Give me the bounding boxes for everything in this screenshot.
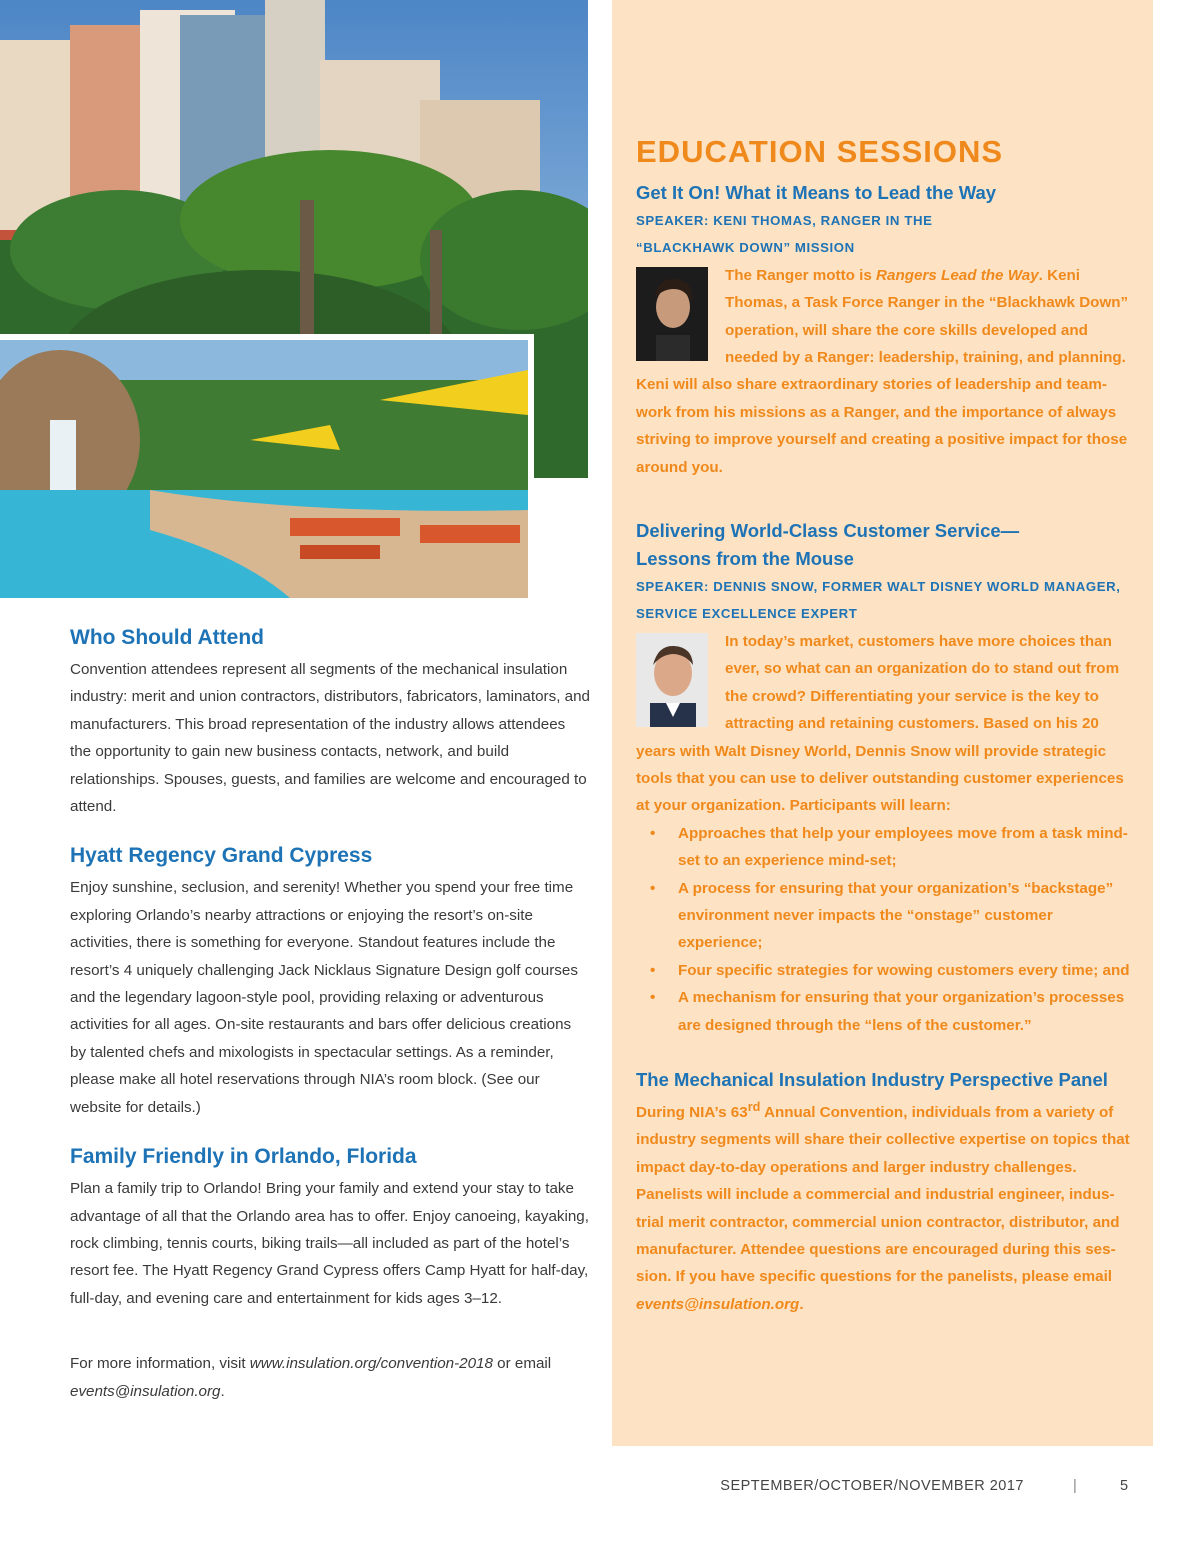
page-number: 5	[1120, 1478, 1129, 1494]
bullet-item	[636, 957, 1132, 984]
bullet-dot: •	[650, 824, 656, 842]
session3-body-prefix: During NIA’s 63	[636, 1104, 748, 1122]
session1-body-rest: . Keni Thomas, a Task Force Ranger in the “Blackhawk Down” operation, will share the core skills developed and needed by a Ranger: leadership, training, and planning. Keni will also share extraordinary stories of leadership and team-work from his missions as a Ranger, and the importance of always striving to improve yourself and creating a positive impact for those around you.	[636, 266, 1129, 476]
right-column	[636, 133, 1132, 1318]
session3-body-rest: Annual Convention, individuals from a variety of industry segments will share their collective expertise on topics that impact day-to-day operations and larger industry challenges. Panelists will include a commercial and industrial engineer, indus-trial merit contractor, commercial union contractor, distributor, and manufacturer. Attendee questions are encouraged during this ses-sion. If you have specific questions for the panelists, please email	[636, 1104, 1130, 1286]
email-link[interactable]: events@insulation.org	[70, 1382, 221, 1400]
left-column	[70, 624, 590, 1427]
session1-body-prefix: The Ranger motto is	[725, 266, 877, 284]
session2-speaker-line1: SPEAKER: DENNIS SNOW, FORMER WALT DISNEY WORLD MANAGER,	[636, 579, 1121, 595]
pool-photo	[0, 334, 534, 598]
session2-speaker-line2: SERVICE EXCELLENCE EXPERT	[636, 606, 858, 622]
panel-email-link[interactable]: events@insulation.org	[636, 1295, 800, 1313]
more-info-prefix: For more information, visit	[70, 1355, 250, 1373]
session3-body	[636, 1094, 1132, 1318]
session2-title-line2: Lessons from the Mouse	[636, 548, 854, 570]
who-should-attend-body: Convention attendees represent all segments of the mechanical insulation industry: merit and union contractors, distributors, fabricators, laminators, and manufacturers. This broad representation of the industry allows attendees the opportunity to gain new business contacts, network, and build relationships. Spouses, guests, and families are welcome and encouraged to attend.	[70, 661, 590, 816]
more-info-middle: or email	[492, 1355, 552, 1373]
section-title: EDUCATION SESSIONS	[636, 134, 1004, 169]
session3-title: The Mechanical Insulation Industry Perspective Panel	[636, 1068, 1108, 1090]
session1-body	[636, 262, 1132, 481]
ranger-motto: Rangers Lead the Way	[876, 266, 1039, 284]
issue-date: SEPTEMBER/OCTOBER/NOVEMBER 2017	[720, 1478, 1024, 1494]
hyatt-heading: Hyatt Regency Grand Cypress	[70, 844, 373, 868]
hyatt-body: Enjoy sunshine, seclusion, and serenity! Whether you spend your free time exploring Orlando’s nearby attractions or enjoying the resort’s on-site activities, there is something for everyone. Standout features include the resort’s 4 uniquely challenging Jack Nicklaus Signature Design golf courses and the legendary lagoon-style pool, providing relaxing or adventurous activities for all ages. On-site restaurants and bars offer delicious creations by talented chefs and mixologists in spectacular settings. As a reminder, please make all hotel reservations through NIA’s room block. (See our website for details.)	[70, 879, 578, 1116]
session1-title: Get It On! What it Means to Lead the Way	[636, 182, 997, 203]
family-heading: Family Friendly in Orlando, Florida	[70, 1145, 417, 1169]
bullet-text: A process for ensuring that your organization’s “backstage” environment never impacts the “onstage” customer experience;	[678, 879, 1114, 952]
session1-speaker-line1: SPEAKER: KENI THOMAS, RANGER IN THE	[636, 213, 933, 228]
bullet-text: A mechanism for ensuring that your organization’s processes are designed through the “lens of the customer.”	[678, 989, 1125, 1034]
session2-bullet-list	[636, 820, 1132, 1039]
page-footer	[0, 1478, 1200, 1502]
convention-link[interactable]: www.insulation.org/convention-2018	[249, 1355, 493, 1373]
family-body: Plan a family trip to Orlando! Bring your family and extend your stay to take advantage of all that the Orlando area has to offer. Enjoy canoeing, kayaking, rock climbing, tennis courts, biking trails—all included as part of the hotel’s resort fee. The Hyatt Regency Grand Cypress offers Camp Hyatt for half-day, full-day, and evening care and entertainment for kids ages 3–12.	[70, 1180, 589, 1307]
ordinal-superscript: rd	[747, 1099, 761, 1114]
bullet-text: Approaches that help your employees move from a task mind-set to an experience mind-set;	[678, 824, 1128, 870]
bullet-text: Four specific strategies for wowing customers every time; and	[678, 961, 1130, 979]
bullet-dot: •	[650, 879, 656, 897]
session2-body: In today’s market, customers have more choices than ever, so what can an organization do to stand out from the crowd? Differentiating your service is the key to attracting and retaining customers. Based on his 20 years with Walt Disney World, Dennis Snow will provide strategic tools that you can use to deliver outstanding customer experiences at your organization. Participants will learn:	[636, 632, 1124, 815]
bullet-item	[636, 875, 1132, 957]
who-should-attend-heading: Who Should Attend	[70, 626, 265, 649]
more-info-suffix: .	[220, 1382, 225, 1400]
dennis-snow-photo	[636, 633, 708, 727]
bullet-item	[636, 984, 1132, 1039]
bullet-dot: •	[650, 961, 656, 979]
more-info	[70, 1350, 590, 1405]
keni-thomas-photo	[636, 267, 708, 361]
footer-separator: |	[1073, 1478, 1077, 1494]
session3-body-suffix: .	[799, 1295, 804, 1313]
session2-title-line1: Delivering World-Class Customer Service—	[636, 520, 1020, 542]
bullet-dot: •	[650, 989, 656, 1007]
session1-speaker-line2: “BLACKHAWK DOWN” MISSION	[636, 240, 855, 256]
bullet-item	[636, 820, 1132, 875]
